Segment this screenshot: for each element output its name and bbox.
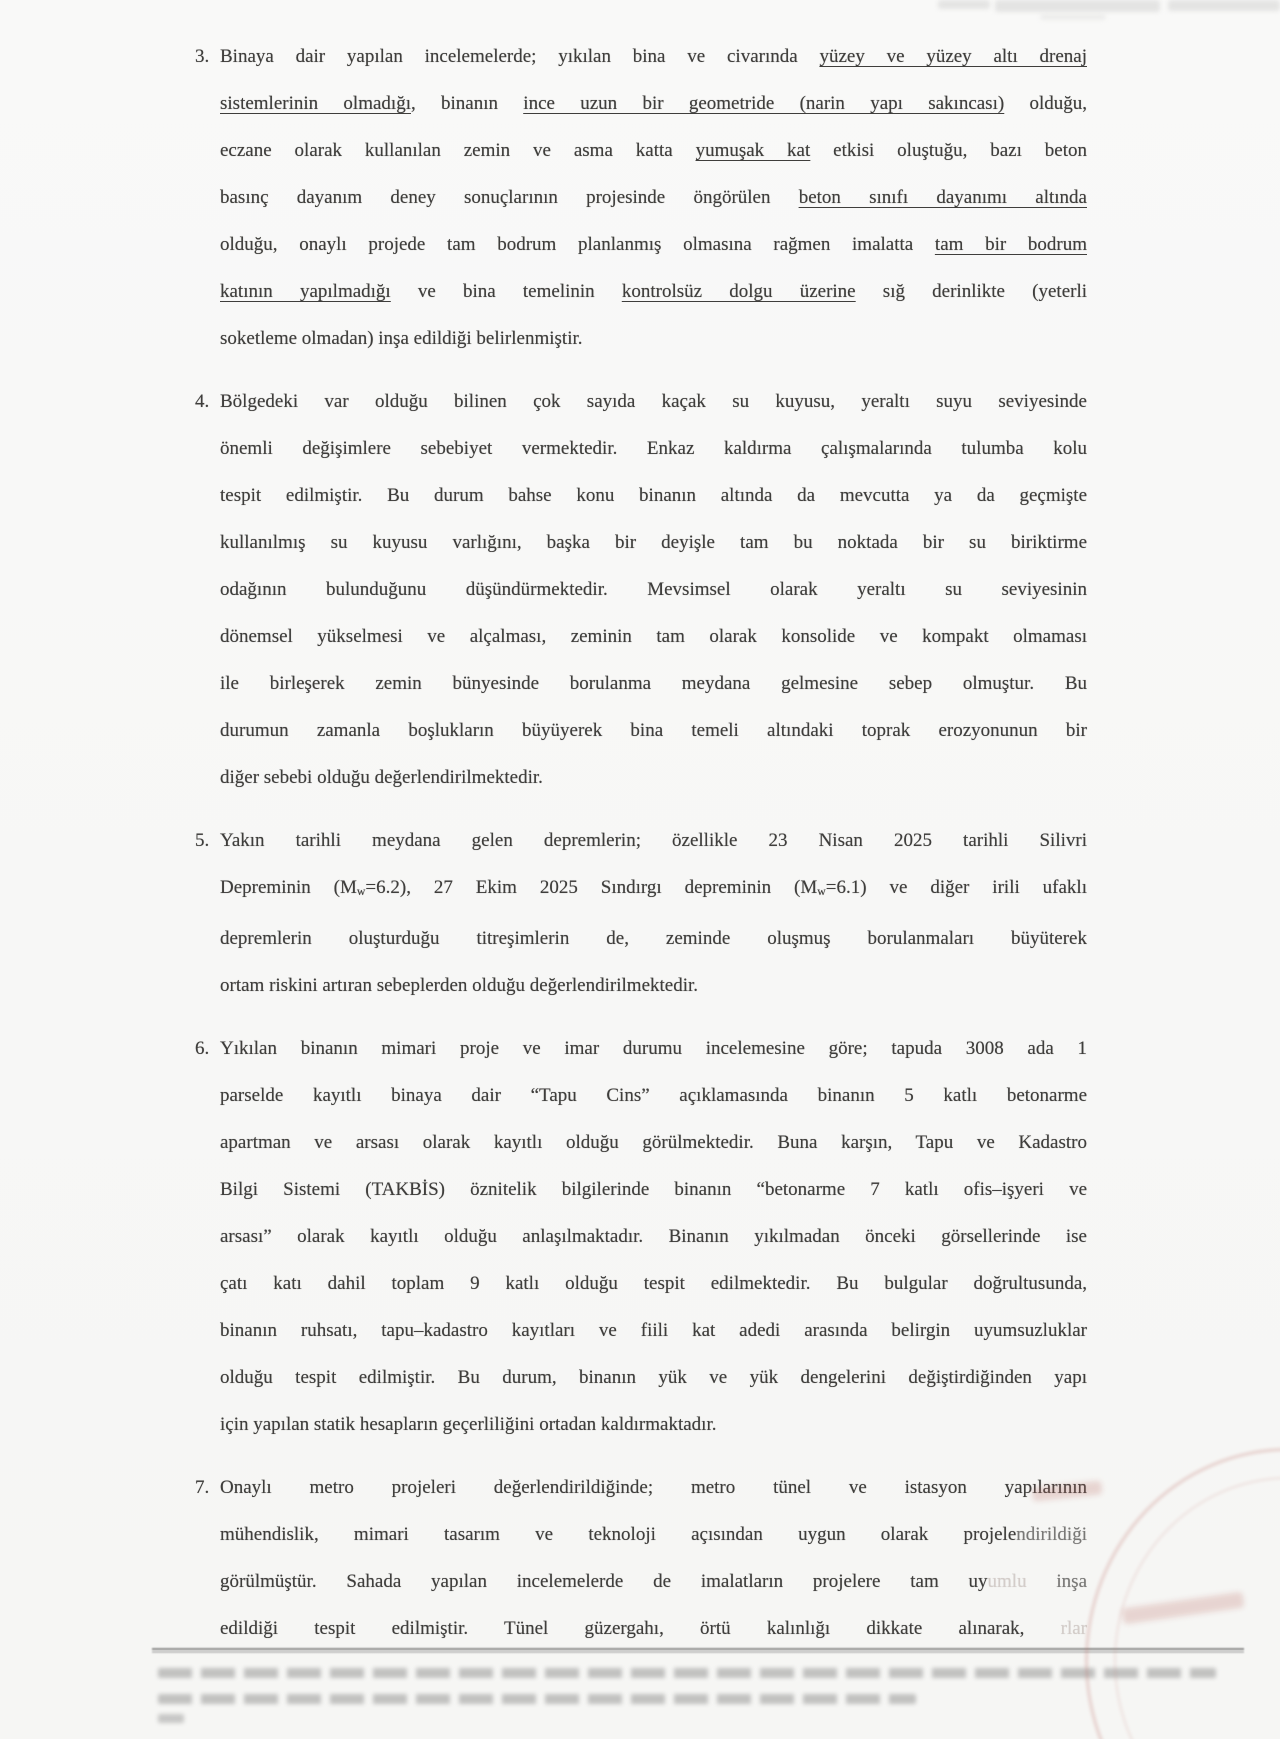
redacted-footnote-line xyxy=(158,1694,916,1704)
text-segment: , binanın xyxy=(410,93,524,114)
text-segment: ve bina temelinin xyxy=(390,281,622,302)
text-line xyxy=(220,1213,1087,1260)
text-segment: edildiği tespit edilmiştir. Tünel güzergahı, örtü kalınlığı dikkate alınarak, xyxy=(220,1618,1061,1640)
redacted-header-smudge xyxy=(1040,14,1106,20)
text-segment: Bilgi Sistemi (TAKBİS) öznitelik bilgilerinde binanın “betonarme 7 katlı ofis–işyeri ve xyxy=(220,1179,1087,1201)
text-line xyxy=(220,519,1087,566)
text-segment: parselde kayıtlı binaya dair “Tapu Cins” açıklamasında binanın 5 katlı betonarme xyxy=(220,1085,1087,1107)
text-segment: için yapılan statik hesapların geçerliliğini ortadan kaldırmaktadır. xyxy=(220,1414,717,1436)
text-line xyxy=(220,315,1087,362)
text-line xyxy=(220,1260,1087,1307)
redacted-header-smudge xyxy=(938,0,990,9)
text-line xyxy=(220,127,1087,174)
redacted-footnote-line xyxy=(158,1668,1216,1678)
text-segment: Depreminin (M xyxy=(220,877,357,898)
text-line xyxy=(220,378,1087,425)
text-line xyxy=(220,864,1087,915)
text-line xyxy=(220,1464,1087,1511)
list-item-5 xyxy=(195,817,1087,1009)
faded-segment: rlar xyxy=(1060,1618,1087,1640)
text-segment: basınç dayanım deney sonuçlarının projesinde öngörülen xyxy=(220,187,799,208)
text-segment: görülmüştür. Sahada yapılan incelemelerde de imalatların projelere tam uy xyxy=(220,1571,988,1593)
text-segment: =6.1) ve diğer irili ufaklı xyxy=(825,877,1087,898)
underlined-segment: kontrolsüz dolgu üzerine xyxy=(621,281,856,302)
text-line xyxy=(220,1166,1087,1213)
underlined-segment: yüzey ve yüzey altı drenaj xyxy=(819,46,1087,67)
text-segment: etkisi oluştuğu, bazı beton xyxy=(810,140,1087,161)
text-segment: Bölgedeki var olduğu bilinen çok sayıda kaçak su kuyusu, yeraltı suyu seviyesinde xyxy=(220,391,1087,412)
item-number: 7. xyxy=(195,1477,210,1499)
text-line xyxy=(220,425,1087,472)
text-segment: mühendislik, mimari tasarım ve teknoloji açısından uygun olarak projele xyxy=(220,1524,1017,1546)
underlined-segment: beton sınıfı dayanımı altında xyxy=(798,187,1087,208)
text-segment: olduğu tespit edilmiştir. Bu durum, binanın yük ve yük dengelerini değiştirdiğinden yapı xyxy=(220,1367,1087,1389)
text-segment: arsası” olarak kayıtlı olduğu anlaşılmaktadır. Binanın yıkılmadan önceki görsellerinde ise xyxy=(220,1226,1087,1248)
text-segment: Yakın tarihli meydana gelen depremlerin; özellikle 23 Nisan 2025 tarihli Silivri xyxy=(220,830,1087,851)
text-segment: olduğu, onaylı projede tam bodrum planlanmış olmasına rağmen imalatta xyxy=(220,234,935,255)
text-line xyxy=(220,174,1087,221)
text-line xyxy=(220,221,1087,268)
item-number: 3. xyxy=(195,46,210,67)
faded-segment: umlu xyxy=(987,1571,1027,1593)
text-line xyxy=(220,1072,1087,1119)
text-line xyxy=(220,1307,1087,1354)
text-line xyxy=(220,1401,1087,1448)
list-item-4 xyxy=(195,378,1087,801)
text-line xyxy=(220,1119,1087,1166)
text-line xyxy=(220,1605,1087,1652)
text-segment: odağının bulunduğunu düşündürmektedir. Mevsimsel olarak yeraltı su seviyesinin xyxy=(220,579,1087,600)
text-line xyxy=(220,268,1087,315)
text-segment: apartman ve arsası olarak kayıtlı olduğu görülmektedir. Buna karşın, Tapu ve Kadastro xyxy=(220,1132,1087,1154)
text-segment: kullanılmış su kuyusu varlığını, başka bir deyişle tam bu noktada bir su biriktirme xyxy=(220,532,1087,553)
underlined-segment: yumuşak kat xyxy=(695,140,811,161)
text-line xyxy=(220,754,1087,801)
text-segment: binanın ruhsatı, tapu–kadastro kayıtları ve fiili kat adedi arasında belirgin uyumsuzluklar xyxy=(220,1320,1087,1342)
report-body xyxy=(195,33,1087,1668)
text-segment: durumun zamanla boşlukların büyüyerek bina temeli altındaki toprak erozyonunun bir xyxy=(220,720,1087,741)
redacted-header-smudge xyxy=(1168,0,1280,11)
redacted-header-smudge xyxy=(995,0,1160,12)
text-segment: depremlerin oluşturduğu titreşimlerin de, zeminde oluşmuş borulanmaları büyüterek xyxy=(220,928,1087,950)
text-segment: olduğu, xyxy=(1004,93,1087,114)
text-line xyxy=(220,817,1087,864)
text-line xyxy=(220,33,1087,80)
text-line xyxy=(220,613,1087,660)
text-segment: ndirildiği xyxy=(1016,1524,1087,1546)
underlined-segment: sistemlerinin olmadığı xyxy=(220,93,411,114)
item-number: 6. xyxy=(195,1038,210,1060)
text-segment: soketleme olmadan) inşa edildiği belirlenmiştir. xyxy=(220,328,583,349)
text-segment: inşa xyxy=(1026,1571,1087,1593)
text-segment: eczane olarak kullanılan zemin ve asma katta xyxy=(220,140,696,161)
text-line xyxy=(220,707,1087,754)
text-segment: tespit edilmiştir. Bu durum bahse konu binanın altında da mevcutta ya da geçmişte xyxy=(220,485,1087,506)
text-segment: diğer sebebi olduğu değerlendirilmektedir. xyxy=(220,767,543,788)
redacted-page-number xyxy=(158,1714,184,1723)
text-segment: ortam riskini artıran sebeplerden olduğu değerlendirilmektedir. xyxy=(220,975,699,997)
text-line xyxy=(220,1354,1087,1401)
text-segment: =6.2), 27 Ekim 2025 Sındırgı depreminin (M xyxy=(365,877,818,898)
text-segment: sığ derinlikte (yeterli xyxy=(855,281,1088,302)
text-line xyxy=(220,915,1087,962)
list-item-3 xyxy=(195,33,1087,362)
text-segment: dönemsel yükselmesi ve alçalması, zeminin tam olarak konsolide ve kompakt olmaması xyxy=(220,626,1087,647)
text-segment: ile birleşerek zemin bünyesinde borulanma meydana gelmesine sebep olmuştur. Bu xyxy=(220,673,1087,694)
approval-stamp-icon xyxy=(1085,1448,1280,1739)
text-segment: Yıkılan binanın mimari proje ve imar durumu incelemesine göre; tapuda 3008 ada 1 xyxy=(220,1038,1087,1060)
text-segment: çatı katı dahil toplam 9 katlı olduğu tespit edilmektedir. Bu bulgular doğrultusunda, xyxy=(220,1273,1087,1295)
text-line xyxy=(220,80,1087,127)
text-line xyxy=(220,566,1087,613)
list-item-7 xyxy=(195,1464,1087,1652)
item-number: 5. xyxy=(195,830,210,851)
subscript-segment: w xyxy=(817,885,826,899)
text-line xyxy=(220,660,1087,707)
footnote-separator xyxy=(152,1648,1244,1653)
subscript-segment: w xyxy=(356,885,366,899)
text-line xyxy=(220,1558,1087,1605)
text-line xyxy=(220,1511,1087,1558)
underlined-segment: katının yapılmadığı xyxy=(220,281,391,302)
underlined-segment: ince uzun bir geometride (narin yapı sakıncası) xyxy=(523,93,1005,114)
item-number: 4. xyxy=(195,391,210,412)
underlined-segment: tam bir bodrum xyxy=(934,234,1087,255)
list-item-6 xyxy=(195,1025,1087,1448)
text-line xyxy=(220,962,1087,1009)
text-line xyxy=(220,1025,1087,1072)
text-segment: önemli değişimlere sebebiyet vermektedir. Enkaz kaldırma çalışmalarında tulumba kolu xyxy=(220,438,1087,459)
text-line xyxy=(220,472,1087,519)
text-segment: Binaya dair yapılan incelemelerde; yıkılan bina ve civarında xyxy=(220,46,820,67)
text-segment: Onaylı metro projeleri değerlendirildiğinde; metro tünel ve istasyon yapılarının xyxy=(220,1477,1087,1499)
